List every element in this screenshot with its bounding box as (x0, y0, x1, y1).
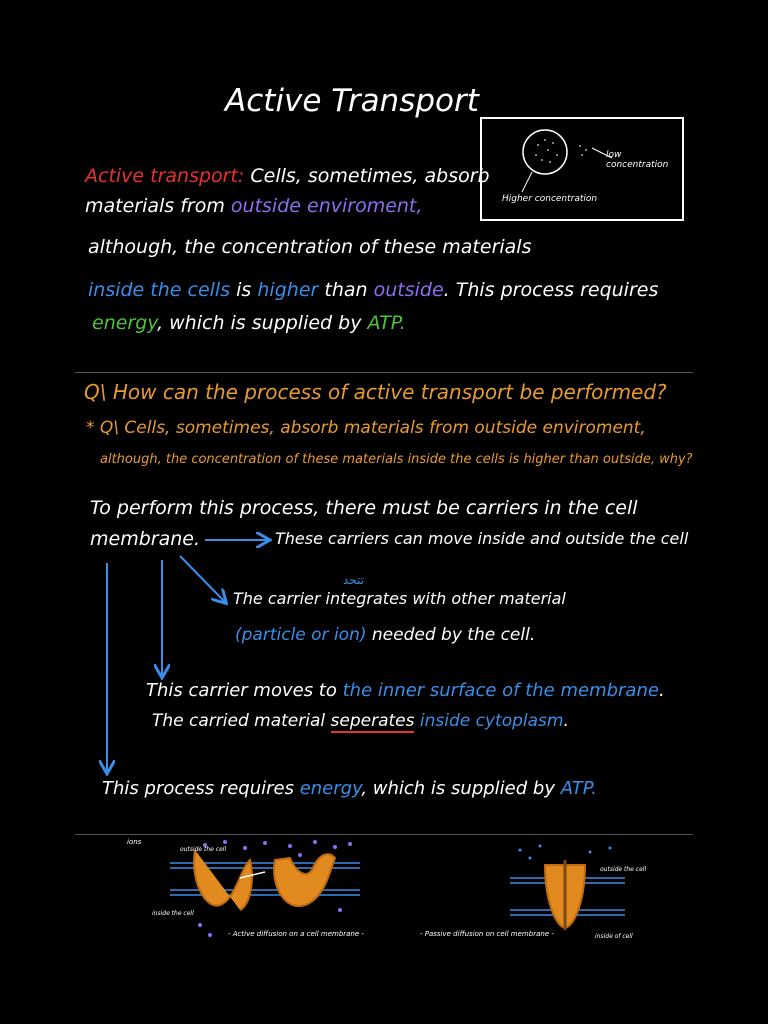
outside-cell-right: outside the cell (600, 866, 647, 873)
definition-line-4: inside the cells is higher than outside. This process requires (88, 279, 659, 301)
ions-right (519, 845, 612, 860)
carrier-protein-2 (274, 854, 335, 906)
outside-cell-left: outside the cell (180, 846, 227, 853)
carrier-protein-1 (194, 850, 252, 910)
energy-line: This process requires energy, which is supplied by ATP. (102, 778, 597, 799)
page-title: Active Transport (225, 83, 479, 119)
inside-cell-right: inside of cell (595, 933, 633, 940)
inside-cell-left: inside the cell (152, 910, 194, 917)
answer-line-1: To perform this process, there must be carriers in the cell (90, 497, 638, 519)
definition-line-2: materials from outside enviroment, (85, 195, 423, 217)
low-concentration-label: low concentration (606, 150, 669, 170)
active-diffusion-diagram (170, 840, 360, 937)
question-2: * Q\ Cells, sometimes, absorb materials from outside enviroment, (86, 418, 646, 438)
carrier-line-2: (particle or ion) needed by the cell. (235, 625, 536, 645)
question-1: Q\ How can the process of active transport be performed? (84, 380, 667, 404)
caption-left: - Active diffusion on a cell membrane - (228, 930, 364, 938)
definition-line-3: although, the concentration of these materials (88, 236, 532, 258)
seperates-word: seperates (330, 711, 415, 731)
carrier-line-1: The carrier integrates with other material (233, 589, 566, 608)
moves-line-1: This carrier moves to the inner surface of the membrane. (146, 680, 665, 701)
ions-label: ions (127, 838, 142, 846)
higher-concentration-label: Higher concentration (502, 194, 598, 204)
answer-line-3: These carriers can move inside and outside the cell (275, 529, 689, 548)
passive-diffusion-diagram (510, 845, 625, 931)
caption-right: - Passive diffusion on cell membrane - (420, 930, 554, 938)
arabic-note: تتحد (343, 573, 365, 587)
definition-line-5: energy, which is supplied by ATP. (92, 312, 406, 334)
definition-line-1: Active transport: Cells, sometimes, absorb (85, 165, 490, 187)
moves-line-2: The carried material seperates inside cytoplasm. (152, 711, 569, 731)
membrane-lower-left (170, 890, 360, 895)
definition-term: Active transport: (85, 165, 245, 187)
question-3: although, the concentration of these materials inside the cells is higher than outside, why? (100, 452, 693, 467)
answer-line-2: membrane. (90, 528, 200, 550)
